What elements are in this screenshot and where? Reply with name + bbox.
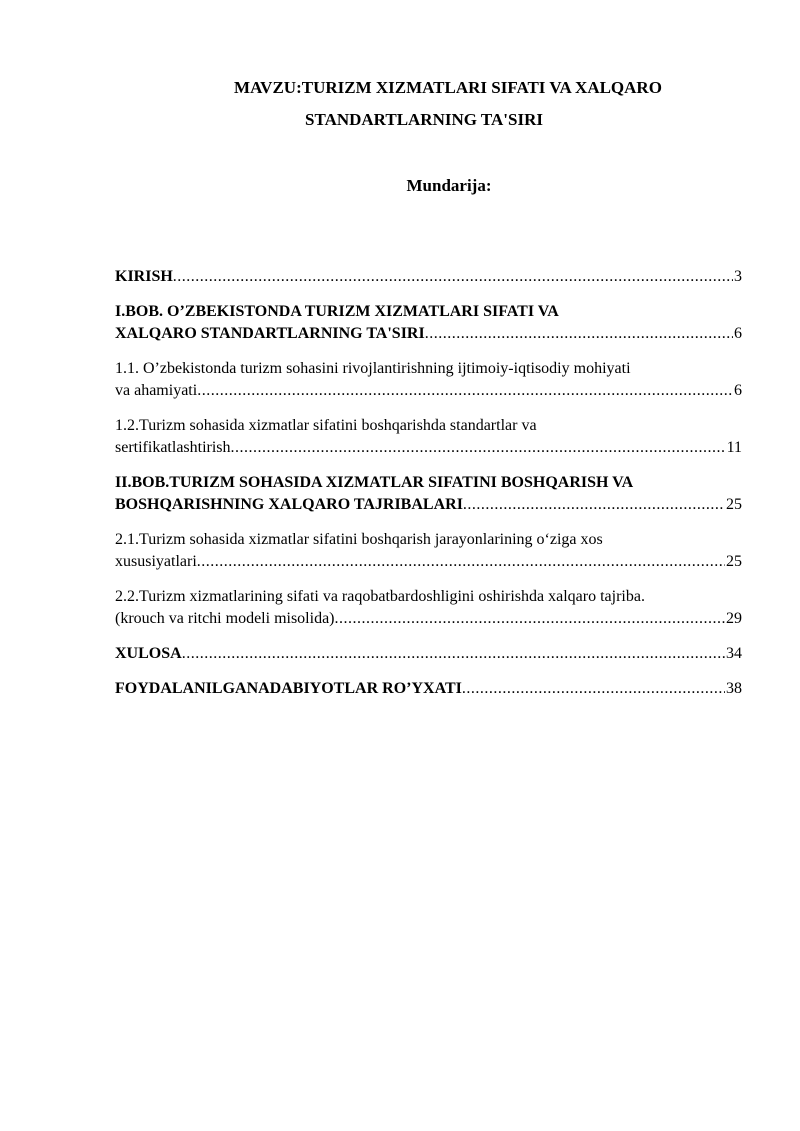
dot-leader — [173, 266, 733, 288]
toc-entry-row — [115, 608, 742, 630]
dot-leader — [462, 678, 725, 700]
toc-entry-line: 1.1. O’zbekistonda turizm sohasini rivojlantirishning ijtimoiy-iqtisodiy mohiyati — [115, 360, 631, 377]
toc-page-number: 25 — [726, 553, 742, 570]
toc-page-number: 3 — [734, 268, 742, 285]
toc-entry-title: BOSHQARISHNING XALQARO TAJRIBALARI — [115, 496, 463, 513]
toc-entry-title: (krouch va ritchi modeli misolida) — [115, 610, 335, 627]
dot-leader — [463, 494, 725, 516]
document-title-line-2: STANDARTLARNING TA'SIRI — [305, 110, 543, 129]
toc-page-number: 38 — [726, 680, 742, 697]
toc-entry-title: xususiyatlari — [115, 553, 197, 570]
toc-entry-line: II.BOB.TURIZM SOHASIDA XIZMATLAR SIFATINI BOSHQARISH VA — [115, 474, 634, 491]
toc-entry-row — [115, 551, 742, 573]
toc-entry-kirish[interactable] — [115, 266, 742, 288]
toc-entry-section-1-2[interactable] — [115, 415, 742, 459]
toc-entry-row — [115, 266, 742, 288]
toc-entry-references[interactable] — [115, 678, 742, 700]
toc-entry-title: XULOSA — [115, 645, 182, 662]
document-title-line-1: MAVZU:TURIZM XIZMATLARI SIFATI VA XALQARO — [234, 78, 662, 97]
toc-page-number: 6 — [734, 325, 742, 342]
toc-entry-row — [115, 494, 742, 516]
toc-entry-title: KIRISH — [115, 268, 173, 285]
toc-entry-title: XALQARO STANDARTLARNING TA'SIRI — [115, 325, 425, 342]
dot-leader — [197, 380, 733, 402]
toc-entry-section-2-2[interactable] — [115, 586, 742, 630]
toc-heading: Mundarija: — [406, 176, 492, 195]
toc-entry-row — [115, 323, 742, 345]
toc-entry-xulosa[interactable] — [115, 643, 742, 665]
toc-page-number: 6 — [734, 382, 742, 399]
toc-entry-line: 2.1.Turizm sohasida xizmatlar sifatini boshqarish jarayonlarining o‘ziga xos — [115, 531, 603, 548]
toc-page-number: 11 — [726, 439, 742, 456]
dot-leader — [197, 551, 725, 573]
toc-entry-title: sertifikatlashtirish — [115, 439, 231, 456]
toc-entry-chapter-2[interactable] — [115, 472, 742, 516]
toc-entry-line: 2.2.Turizm xizmatlarining sifati va raqobatbardoshligini oshirishda xalqaro tajriba. — [115, 588, 645, 605]
toc-entry-row — [115, 643, 742, 665]
toc-page-number: 34 — [726, 645, 742, 662]
dot-leader — [425, 323, 733, 345]
toc-entry-row — [115, 380, 742, 402]
toc-entry-chapter-1[interactable] — [115, 301, 742, 345]
toc-entry-section-2-1[interactable] — [115, 529, 742, 573]
table-of-contents — [115, 266, 742, 713]
toc-page-number: 25 — [726, 496, 742, 513]
dot-leader — [182, 643, 725, 665]
toc-entry-line: 1.2.Turizm sohasida xizmatlar sifatini boshqarishda standartlar va — [115, 417, 537, 434]
toc-page-number: 29 — [726, 610, 742, 627]
toc-entry-row — [115, 678, 742, 700]
toc-entry-line: I.BOB. O’ZBEKISTONDA TURIZM XIZMATLARI SIFATI VA — [115, 303, 559, 320]
toc-entry-title: va ahamiyati — [115, 382, 198, 399]
toc-entry-title: FOYDALANILGANADABIYOTLAR RO’YXATI — [115, 680, 462, 697]
dot-leader — [231, 437, 726, 459]
toc-entry-row — [115, 437, 742, 459]
toc-entry-section-1-1[interactable] — [115, 358, 742, 402]
dot-leader — [335, 608, 726, 630]
